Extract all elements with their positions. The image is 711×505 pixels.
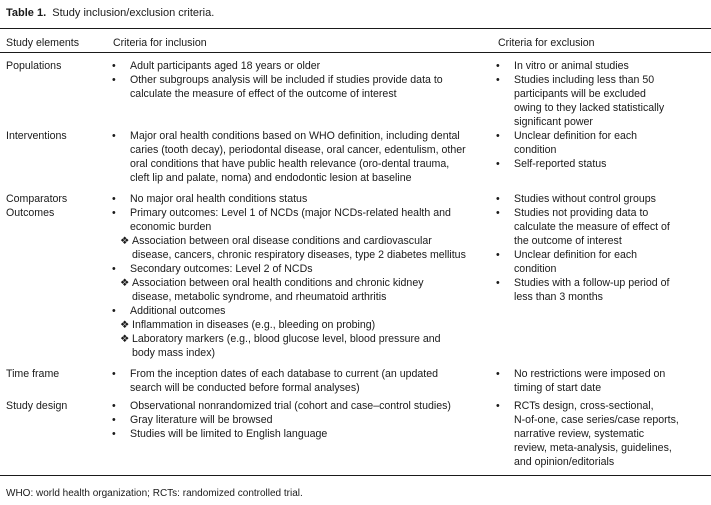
list-item-line: and opinion/editorials — [514, 456, 615, 468]
bullet-icon: • — [112, 74, 116, 86]
list-item-text — [514, 276, 669, 304]
bullet-icon: • — [496, 74, 500, 86]
diamond-bullet-icon: ❖ — [120, 333, 130, 345]
list-item-line: RCTs design, cross-sectional, — [514, 400, 654, 412]
bullet-icon: • — [112, 414, 116, 426]
list-item-line: Studies without control groups — [514, 193, 656, 205]
list-item-text — [130, 399, 451, 413]
list-item-line: disease, cancers, chronic respiratory diseases, type 2 diabetes mellitus — [132, 249, 466, 261]
list-item-line: calculate the measure of effect of — [514, 221, 670, 233]
list-item-text — [132, 332, 441, 360]
list-item-text — [130, 59, 320, 73]
list-item-line: Association between oral health conditions and chronic kidney — [132, 277, 424, 289]
row-label: Outcomes — [6, 207, 55, 219]
bullet-icon: • — [112, 60, 116, 72]
list-item-line: caries (tooth decay), periodontal disease, oral cancer, edentulism, other — [130, 144, 466, 156]
bullet-icon: • — [112, 428, 116, 440]
list-item-text — [514, 206, 670, 248]
bottom-rule — [0, 475, 711, 476]
list-item-line: Unclear definition for each — [514, 249, 638, 261]
list-item-text — [130, 206, 451, 234]
list-item-line: In vitro or animal studies — [514, 60, 629, 72]
list-item-text — [130, 129, 466, 185]
header-rule — [0, 52, 711, 53]
list-item-line: significant power — [514, 116, 593, 128]
list-item-text — [514, 367, 665, 395]
bullet-icon: • — [496, 368, 500, 380]
list-item-line: the outcome of interest — [514, 235, 622, 247]
bullet-icon: • — [496, 277, 500, 289]
bullet-icon: • — [112, 263, 116, 275]
list-item-text — [514, 157, 606, 171]
list-item-text — [514, 59, 629, 73]
bullet-icon: • — [496, 158, 500, 170]
row-label: Comparators — [6, 193, 68, 205]
list-item-line: No major oral health conditions status — [130, 193, 308, 205]
list-item-line: Primary outcomes: Level 1 of NCDs (major NCDs-related health and — [130, 207, 451, 219]
bullet-icon: • — [112, 305, 116, 317]
list-item-text — [130, 73, 443, 101]
list-item-text — [514, 248, 637, 276]
list-item-line: oral conditions that have public health relevance (oro-dental trauma, — [130, 158, 450, 170]
table-caption-text: Study inclusion/exclusion criteria. — [52, 7, 215, 19]
header-exclusion: Criteria for exclusion — [498, 37, 595, 49]
list-item-line: review, meta-analysis, guidelines, — [514, 442, 672, 454]
list-item-line: No restrictions were imposed on — [514, 368, 666, 380]
bullet-icon: • — [496, 60, 500, 72]
list-item-line: less than 3 months — [514, 291, 603, 303]
list-item-text — [130, 413, 272, 427]
bullet-icon: • — [496, 207, 500, 219]
diamond-bullet-icon: ❖ — [120, 235, 130, 247]
list-item-text — [514, 73, 664, 129]
list-item-text — [130, 192, 307, 206]
list-item-text — [130, 427, 327, 441]
bullet-icon: • — [112, 400, 116, 412]
list-item-text — [132, 234, 466, 262]
list-item-line: From the inception dates of each database to current (an updated — [130, 368, 439, 380]
list-item-line: Other subgroups analysis will be included if studies provide data to — [130, 74, 443, 86]
list-item-line: Adult participants aged 18 years or older — [130, 60, 321, 72]
bullet-icon: • — [112, 207, 116, 219]
top-rule — [0, 28, 711, 29]
list-item-line: Secondary outcomes: Level 2 of NCDs — [130, 263, 313, 275]
list-item-line: body mass index) — [132, 347, 216, 359]
list-item-line: search will be conducted before formal analyses) — [130, 382, 360, 394]
list-item-line: Self-reported status — [514, 158, 607, 170]
row-label: Interventions — [6, 130, 67, 142]
bullet-icon: • — [112, 368, 116, 380]
list-item-line: timing of start date — [514, 382, 602, 394]
header-study-elements: Study elements — [6, 37, 80, 49]
diamond-bullet-icon: ❖ — [120, 277, 130, 289]
list-item-line: Studies including less than 50 — [514, 74, 655, 86]
list-item-text — [130, 367, 438, 395]
list-item-line: Observational nonrandomized trial (cohort and case–control studies) — [130, 400, 451, 412]
list-item-line: condition — [514, 144, 557, 156]
list-item-text — [132, 276, 424, 304]
table-caption — [6, 6, 214, 20]
list-item-line: Gray literature will be browsed — [130, 414, 273, 426]
bullet-icon: • — [496, 249, 500, 261]
table-caption-label: Table 1. — [6, 7, 47, 19]
list-item-text — [130, 262, 313, 276]
list-item-line: disease, metabolic syndrome, and rheumatoid arthritis — [132, 291, 387, 303]
list-item-line: Studies with a follow-up period of — [514, 277, 670, 289]
list-item-text — [514, 129, 637, 157]
list-item-line: Studies not providing data to — [514, 207, 649, 219]
bullet-icon: • — [112, 193, 116, 205]
list-item-line: Laboratory markers (e.g., blood glucose level, blood pressure and — [132, 333, 441, 345]
list-item-line: N-of-one, case series/case reports, — [514, 414, 679, 426]
list-item-line: narrative review, systematic — [514, 428, 645, 440]
row-label: Populations — [6, 60, 62, 72]
list-item-line: cleft lip and palate, noma) and endodontic lesion at baseline — [130, 172, 412, 184]
list-item-text — [514, 192, 656, 206]
list-item-line: condition — [514, 263, 557, 275]
row-label: Study design — [6, 400, 68, 412]
list-item-line: Inflammation in diseases (e.g., bleeding on probing) — [132, 319, 376, 331]
list-item-line: Association between oral disease conditions and cardiovascular — [132, 235, 432, 247]
table-footnote: WHO: world health organization; RCTs: randomized controlled trial. — [6, 488, 303, 499]
list-item-text — [132, 318, 375, 332]
list-item-line: Additional outcomes — [130, 305, 226, 317]
list-item-text — [514, 399, 679, 469]
list-item-line: participants will be excluded — [514, 88, 646, 100]
diamond-bullet-icon: ❖ — [120, 319, 130, 331]
list-item-line: calculate the measure of effect of the outcome of interest — [130, 88, 397, 100]
bullet-icon: • — [496, 400, 500, 412]
list-item-line: economic burden — [130, 221, 212, 233]
bullet-icon: • — [496, 130, 500, 142]
row-label: Time frame — [6, 368, 60, 380]
bullet-icon: • — [496, 193, 500, 205]
list-item-line: Unclear definition for each — [514, 130, 638, 142]
bullet-icon: • — [112, 130, 116, 142]
list-item-line: Major oral health conditions based on WHO definition, including dental — [130, 130, 460, 142]
list-item-line: Studies will be limited to English language — [130, 428, 328, 440]
header-inclusion: Criteria for inclusion — [113, 37, 207, 49]
list-item-line: owing to they lacked statistically — [514, 102, 665, 114]
list-item-text — [130, 304, 225, 318]
